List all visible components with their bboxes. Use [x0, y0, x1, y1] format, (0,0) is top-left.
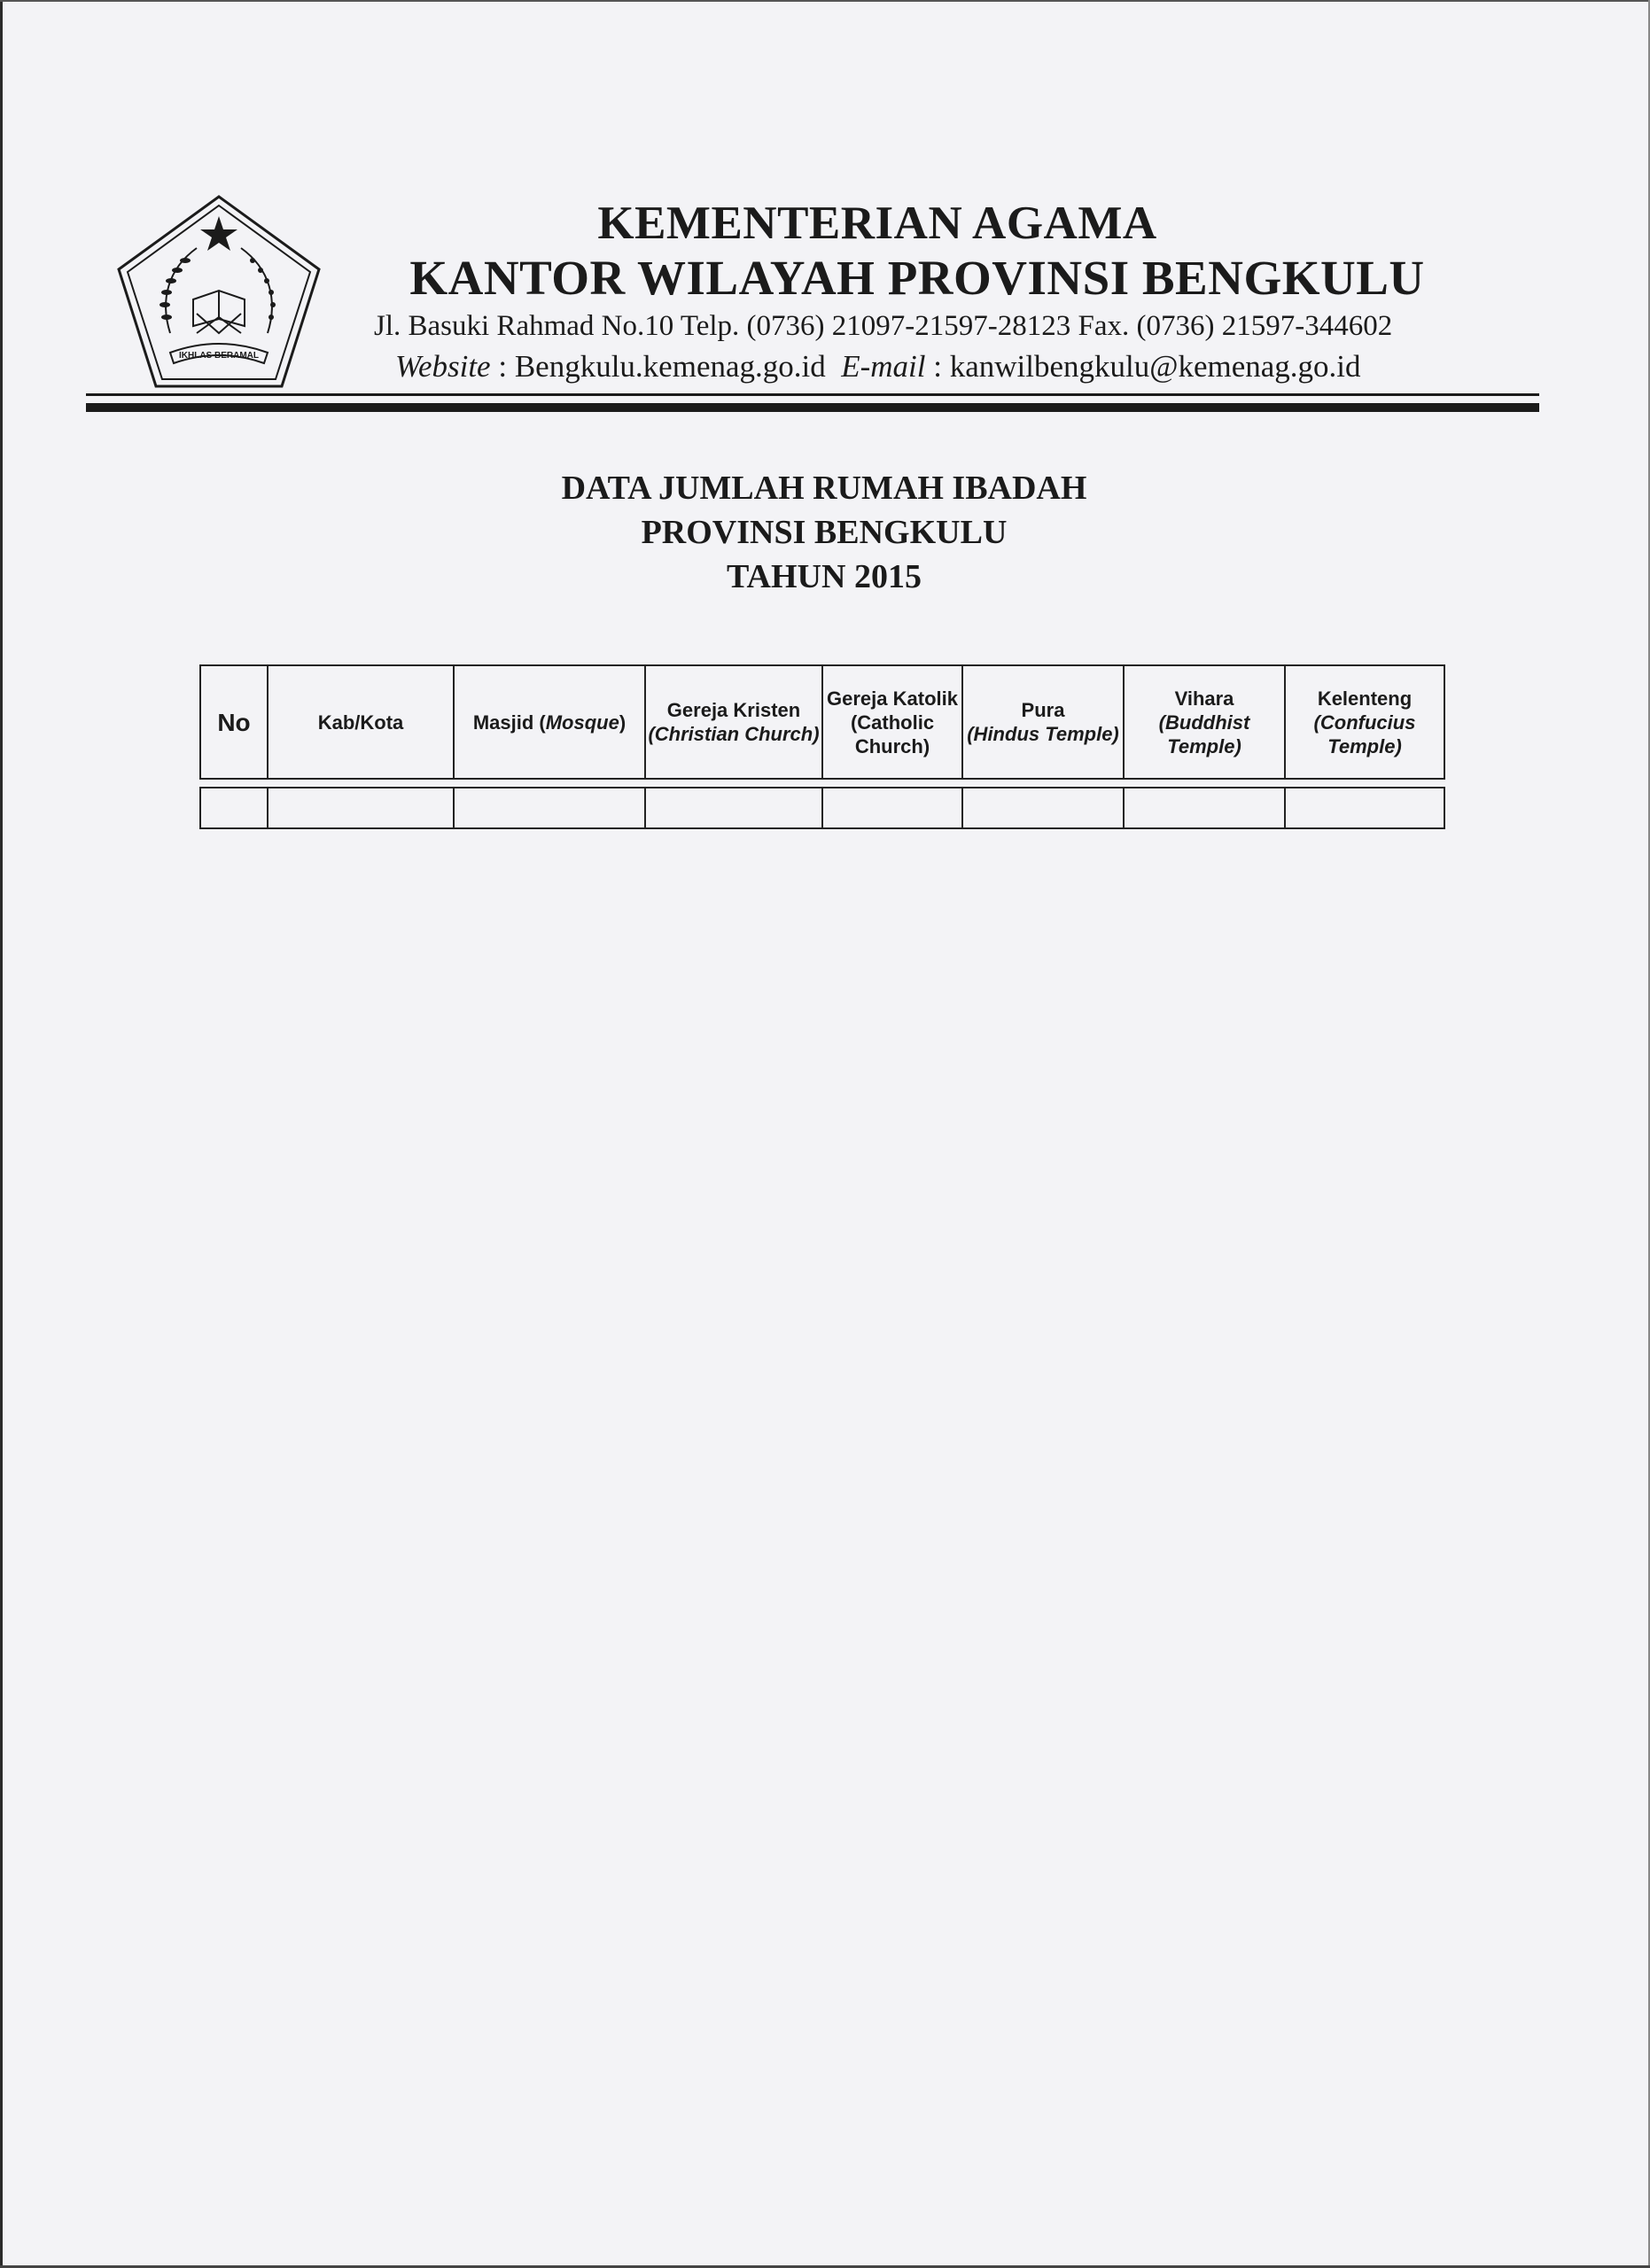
letterhead-rule-thick	[86, 403, 1539, 412]
header-masjid-close: )	[619, 711, 627, 734]
header-gereja-kristen-id: Gereja Kristen	[666, 699, 801, 721]
header-vihara-id: Vihara	[1174, 687, 1234, 710]
title-line-2: PROVINSI BENGKULU	[641, 514, 1008, 551]
worship-places-table	[199, 664, 1445, 829]
email-separator: :	[925, 349, 950, 384]
title-line-3: TAHUN 2015	[727, 558, 922, 595]
title-line-1: DATA JUMLAH RUMAH IBADAH	[561, 470, 1087, 507]
header-kelenteng	[1286, 666, 1444, 778]
table-cell	[201, 788, 269, 827]
table-row	[199, 787, 1445, 829]
header-masjid-id: Masjid (	[472, 711, 546, 734]
website-separator: :	[490, 349, 515, 384]
contact-line	[395, 349, 1361, 384]
document-title	[425, 466, 1223, 599]
kemenag-emblem-icon	[115, 193, 323, 390]
website-label: Website	[395, 349, 491, 384]
scan-edge-left	[0, 0, 3, 2268]
header-gereja-katolik-id: Gereja Katolik	[827, 687, 958, 710]
table-cell	[455, 788, 646, 827]
scan-edge-top	[0, 0, 1650, 2]
email-link[interactable]: kanwilbengkulu@kemenag.go.id	[949, 349, 1361, 384]
table-cell	[269, 788, 455, 827]
table-header-row	[199, 664, 1445, 780]
header-gereja-katolik-en: (Catholic Church)	[850, 711, 935, 757]
header-kelenteng-en: (Confucius Temple)	[1313, 711, 1416, 757]
header-pura-en: (Hindus Temple)	[967, 723, 1119, 745]
letterhead-rule-thin	[86, 393, 1539, 396]
office-name: KANTOR WILAYAH PROVINSI BENGKULU	[409, 251, 1425, 305]
ministry-name: KEMENTERIAN AGAMA	[597, 198, 1157, 249]
header-gereja-kristen	[646, 666, 823, 778]
table-cell	[1286, 788, 1444, 827]
table-cell	[823, 788, 963, 827]
header-vihara	[1125, 666, 1286, 778]
table-cell	[646, 788, 823, 827]
header-masjid	[455, 666, 646, 778]
table-cell	[963, 788, 1125, 827]
email-label: E-mail	[841, 349, 926, 384]
header-masjid-en: Mosque	[545, 711, 619, 734]
header-no: No	[201, 666, 269, 778]
office-address: Jl. Basuki Rahmad No.10 Telp. (0736) 21097-21597-28123 Fax. (0736) 21597-344602	[374, 310, 1393, 342]
header-pura	[963, 666, 1125, 778]
header-kelenteng-id: Kelenteng	[1317, 687, 1413, 710]
header-gereja-katolik	[823, 666, 963, 778]
table-cell	[1125, 788, 1286, 827]
emblem-text: IKHLAS BERAMAL	[179, 351, 259, 361]
header-kab-kota: Kab/Kota	[269, 666, 455, 778]
header-vihara-en: (Buddhist Temple)	[1158, 711, 1250, 757]
website-link[interactable]: Bengkulu.kemenag.go.id	[514, 349, 826, 384]
header-gereja-kristen-en: (Christian Church)	[648, 723, 820, 745]
header-pura-id: Pura	[1021, 699, 1065, 721]
